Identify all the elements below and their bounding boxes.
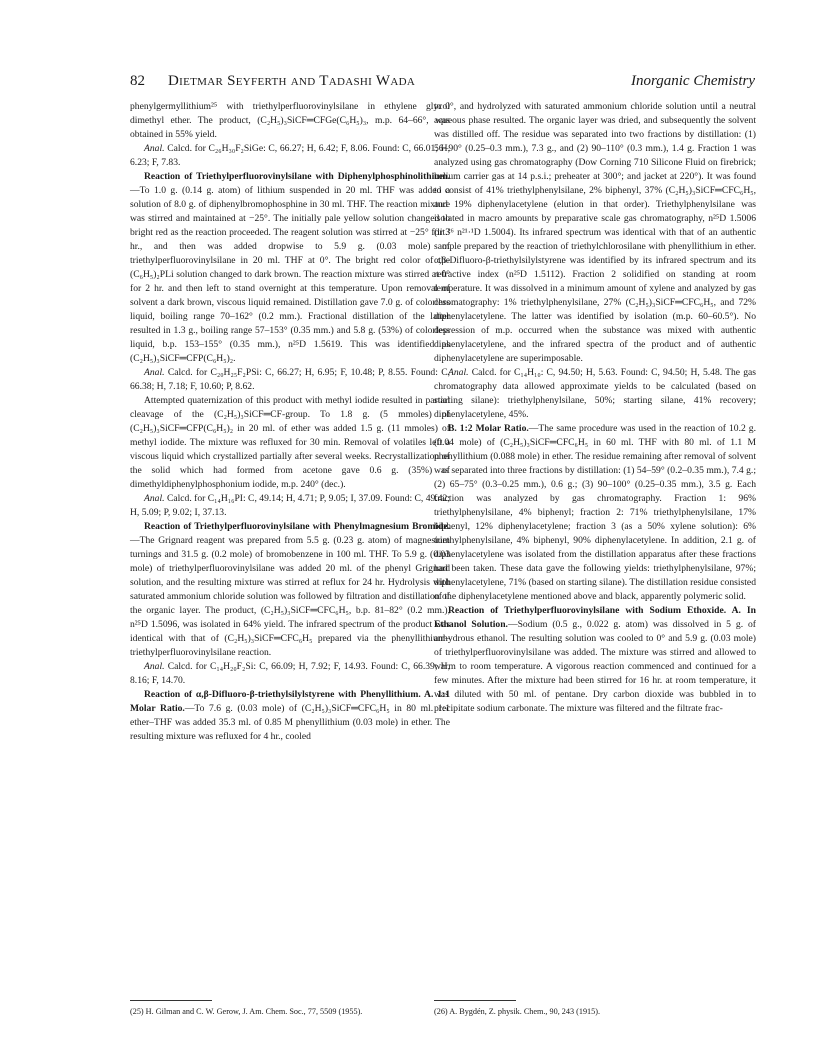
running-head-authors: Dietmar Seyferth and Tadashi Wada xyxy=(168,73,416,89)
analysis-label: Anal. xyxy=(448,367,469,378)
running-head-journal: Inorganic Chemistry xyxy=(630,73,755,89)
section-heading: Reaction of Triethylperfluorovinylsilane with Sodium Ethoxide. A. In Ethanol Solution. xyxy=(434,605,756,630)
paragraph-text: Calcd. for C₁₄H₁₆PI: C, 49.14; H, 4.71; P, 9.05; I, 37.09. Found: C, 49.42; H, 5.09; P, 9.02; I, 37.13. xyxy=(130,493,450,518)
analysis-label: Anal. xyxy=(144,143,165,154)
paragraph-text: to 0°, and hydrolyzed with saturated ammonium chloride solution until a neutral aqueous phase resulted. The organic layer was dried, and subsequently the solvent was distilled off. The residue was separated into two fractions by distillation: (1) 56–90° (0.25–0.3 mm.), 7.3 g., and (2) 90–110° (0.3 mm.), 1.4 g. Fraction 1 was analyzed using gas chromatography (Dow Corning 710 Silicone Fluid on firebrick; helium carrier gas at 14 p.s.i.; preheater at 300°; and jacket at 220°). It was found to consist of 41% triethylphenylsilane, 2% biphenyl, 37% (C₂H₅)₃SiCF═CFC₆H₅, and 19% diphenylacetylene (elution in that order). Triethylphenylsilane was isolated in macro amounts by preparative scale gas chromatography, n²⁵D 1.5006 (lit.²⁶ n²¹·¹D 1.5004). Its infrared spectrum was identical with that of an authentic sample prepared by the reaction of triethylchlorosilane with phenyllithium in ether. α,β-Difluoro-β-triethylsilylstyrene was identified by its infrared spectrum and its refractive index (n²⁵D 1.5112). Fraction 2 solidified on standing at room temperature. It was dissolved in a minimum amount of xylene and analyzed by gas chromatography: 1% triethylphenylsilane, 27% (C₂H₅)₃SiCF═CFC₆H₅, and 72% diphenylacetylene. The latter was identified by isolation (m.p. 60–60.5°). No depression of m.p. occurred when the substance was mixed with authentic diphenylacetylene, and the infrared spectra of the product and of authentic diphenylacetylene are superimposable. xyxy=(434,101,756,364)
paragraph xyxy=(434,604,756,716)
paragraph-text: phenylgermyllithium²⁵ with triethylperfluorovinylsilane in ethylene glycol dimethyl ether. The product, (C₂H₅)₃SiCF═CFGe(C₆H₅)₃, m.p. 64–66°, was obtained in 55% yield. xyxy=(130,101,450,140)
paragraph-text: Calcd. for C₂₆H₃₀F₂SiGe: C, 66.27; H, 6.42; F, 8.06. Found: C, 66.01; H, 6.23; F, 7.83. xyxy=(130,143,450,168)
paragraph xyxy=(434,100,756,366)
analysis-label: Anal. xyxy=(144,367,165,378)
paragraph xyxy=(130,688,450,744)
right-column xyxy=(434,100,756,716)
analysis-label: Anal. xyxy=(144,493,165,504)
footnotes-right xyxy=(434,1000,756,1017)
running-head xyxy=(130,70,755,92)
paragraph-text: —To 7.6 g. (0.03 mole) of (C₂H₅)₃SiCF═CFC₆H₅ in 80 ml. 1:1 ether–THF was added 35.3 ml. of 0.85 M phenyllithium (0.03 mole) in ether. The resulting mixture was refluxed for 4 hr., cooled xyxy=(130,703,450,742)
paragraph-text: —Sodium (0.5 g., 0.022 g. atom) was dissolved in 5 g. of anhydrous ethanol. The resulting solution was cooled to 0° and 5.9 g. (0.03 mole) of triethylperfluorovinylsilane was added. The mixture was stirred and allowed to warm to room temperature. A vigorous reaction commenced and continued for a few minutes. After the mixture had been stirred for 16 hr. at room temperature, it was diluted with 50 ml. of pentane. Dry carbon dioxide was bubbled in to precipitate sodium carbonate. The mixture was filtered and the filtrate frac- xyxy=(434,619,756,714)
footnote-26: (26) A. Bygdén, Z. physik. Chem., 90, 243 (1915). xyxy=(434,1007,601,1016)
paragraph-text: —The Grignard reagent was prepared from 5.5 g. (0.23 g. atom) of magnesium turnings and 31.5 g. (0.2 mole) of bromobenzene in 100 ml. THF. To 5.9 g. (0.03 mole) of triethylperfluorovinylsilane was added 20 ml. of the phenyl Grignard solution, and the resulting mixture was stirred at reflux for 24 hr. Hydrolysis with saturated ammonium chloride solution was followed by filtration and distillation of the organic layer. The product, (C₂H₅)₃SiCF═CFC₆H₅, b.p. 81–82° (0.2 mm.), n²⁵D 1.5096, was isolated in 64% yield. The infrared spectrum of the product was identical with that of (C₂H₅)₃SiCF═CFC₆H₅ prepared via the phenyllithium–triethylperfluorovinylsilane reaction. xyxy=(130,535,450,658)
paragraph-text: Calcd. for C₁₄H₂₀F₂Si: C, 66.09; H, 7.92; F, 14.93. Found: C, 66.39; H, 8.16; F, 14.70. xyxy=(130,661,450,686)
paragraph-text: —To 1.0 g. (0.14 g. atom) of lithium suspended in 20 ml. THF was added a solution of 8.0 g. of diphenylbromophosphine in 30 ml. THF. The reaction mixture was stirred and maintained at −25°. The initially pale yellow solution changed to bright red as the reaction proceeded. The reagent solution was stirred at −25° for 3 hr., and then was added dropwise to 5.9 g. (0.03 mole) of triethylperfluorovinylsilane in 20 ml. THF at 0°. The bright red color of the (C₆H₅)₂PLi solution changed to dark brown. The reaction mixture was stirred at 0° for 2 hr. and then left to stand overnight at this temperature. Upon removal of solvent a dark brown, viscous liquid remained. Distillation gave 7.0 g. of colorless liquid, boiling range 70–162° (0.2 mm.). Fractional distillation of the latter resulted in 1.3 g., boiling range 57–153° (0.35 mm.) and 5.8 g. (53%) of colorless liquid, b.p. 153–155° (0.35 mm.), n²⁵D 1.5619. This was identified as (C₂H₅)₃SiCF═CFP(C₆H₅)₂. xyxy=(130,185,450,364)
paragraph-text: —The same procedure was used in the reaction of 10.2 g. (0.04 mole) of (C₂H₅)₃SiCF═CFC₆H₅ in 60 ml. THF with 80 ml. of 1.1 M phenyllithium (0.088 mole) in ether. The residue remaining after removal of solvent was separated into three fractions by distillation: (1) 54–59° (0.2–0.35 mm.), 7.4 g.; (2) 65–75° (0.3–0.25 mm.), 0.6 g.; (3) 90–100° (0.25–0.35 mm.), 3.5 g. Each fraction was analyzed by gas chromatography. Fraction 1: 96% triethylphenylsilane, 4% biphenyl; fraction 2: 71% triethylphenylsilane, 17% biphenyl, 12% diphenylacetylene; fraction 3 (as a 50% xylene solution): 6% triethylphenylsilane, 4% biphenyl, 90% diphenylacetylene. In addition, 2.1 g. of diphenylacetylene was isolated from the distillation apparatus after these fractions had been taken. These data gave the following yields: triethylphenylsilane, 97%; diphenylacetylene, 71% (based on starting silane). The distillation residue consisted of the diphenylacetylene mentioned above and black, apparently polymeric solid. xyxy=(434,423,756,602)
section-heading: B. 1:2 Molar Ratio. xyxy=(448,423,529,434)
footnote-rule xyxy=(434,1000,516,1001)
section-heading: Reaction of Triethylperfluorovinylsilane with Phenylmagnesium Bromide. xyxy=(144,521,450,532)
footnotes-left xyxy=(130,1000,450,1017)
paragraph-text: Calcd. for C₁₄H₁₀: C, 94.50; H, 5.63. Found: C, 94.50; H, 5.48. The gas chromatography data allowed approximate yields to be calculated (based on starting silane): triethylphenylsilane, 50%; starting silane, 41% recovery; diphenylacetylene, 45%. xyxy=(434,367,756,420)
paragraph xyxy=(130,394,450,492)
paragraph xyxy=(130,492,450,520)
paragraph-text: Attempted quaternization of this product with methyl iodide resulted in partial cleavage of the (C₂H₅)₃SiCF═CF-group. To 1.8 g. (5 mmoles) of (C₂H₅)₃SiCF═CFP(C₆H₅)₂ in 20 ml. of ether was added 1.5 g. (11 mmoles) of methyl iodide. The mixture was refluxed for 30 min. Removal of volatiles left a viscous liquid which crystallized partially after several weeks. Recrystallization of the solid which had formed from acetone gave 0.6 g. (35%) of dimethyldiphenylphosphonium iodide, m.p. 240° (dec.). xyxy=(130,395,450,490)
paragraph xyxy=(434,422,756,604)
left-column xyxy=(130,100,450,744)
paragraph xyxy=(130,660,450,688)
page-number: 82 xyxy=(130,73,145,89)
paragraph xyxy=(130,520,450,660)
footnote-25: (25) H. Gilman and C. W. Gerow, J. Am. Chem. Soc., 77, 5509 (1955). xyxy=(130,1007,363,1016)
paragraph-text: Calcd. for C₂₀H₂₅F₂PSi: C, 66.27; H, 6.95; F, 10.48; P, 8.55. Found: C, 66.38; H, 7.18; F, 10.60; P, 8.62. xyxy=(130,367,450,392)
section-heading: Reaction of α,β-Difluoro-β-triethylsilylstyrene with Phenyllithium. A. 1:1 Molar Ratio. xyxy=(130,689,450,714)
analysis-label: Anal. xyxy=(144,661,165,672)
paragraph xyxy=(130,366,450,394)
footnote-rule xyxy=(130,1000,212,1001)
section-heading: Reaction of Triethylperfluorovinylsilane with Diphenylphosphinolithium. xyxy=(144,171,450,182)
paragraph xyxy=(434,366,756,422)
paragraph xyxy=(130,170,450,366)
paragraph xyxy=(130,142,450,170)
paragraph xyxy=(130,100,450,142)
